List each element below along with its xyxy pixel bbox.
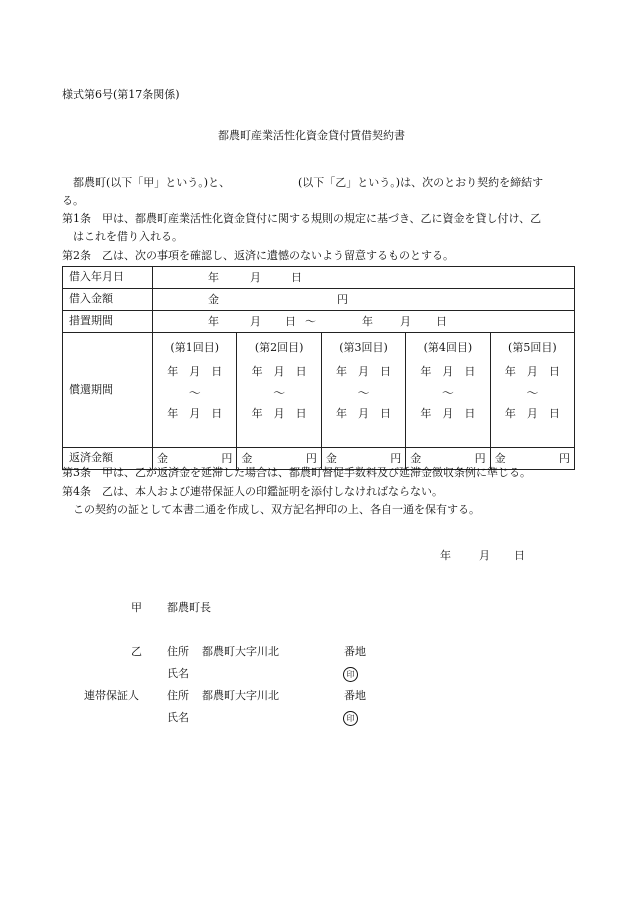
installment-label: (第5回目) [508, 341, 557, 354]
amount-prefix: 金 [325, 452, 337, 465]
installment-wave: ～ [441, 386, 454, 400]
borrow-date-label: 借入年月日 [63, 267, 153, 289]
grace-start-year: 年 [208, 315, 219, 328]
installment-wave: ～ [188, 386, 201, 400]
amount-suffix: 円 [305, 452, 317, 465]
installment-wave: ～ [273, 386, 286, 400]
repayment-period-label: 償還期間 [63, 333, 153, 448]
otsu-seal-icon: 印 [343, 667, 358, 682]
amount-prefix: 金 [410, 452, 422, 465]
installment-end-date: 年 月 日 [420, 407, 476, 420]
borrow-year: 年 [208, 271, 219, 284]
form-number: 様式第6号(第17条関係) [62, 88, 180, 101]
document-title: 都農町産業活性化資金貸付賃借契約書 [218, 129, 405, 142]
amount-suffix: 円 [390, 452, 402, 465]
guarantor-address-label: 住所 [167, 689, 189, 702]
repayment-installment-1[interactable] [153, 333, 236, 447]
installment-start-date: 年 月 日 [251, 365, 307, 378]
preamble-line1-left: 都農町(以下「甲」という。)と、 [73, 176, 231, 189]
guarantor-name-label: 氏名 [167, 711, 189, 724]
closing-statement: この契約の証として本書二通を作成し、双方記名押印の上、各自一通を保有する。 [73, 503, 480, 516]
repayment-amount-label: 返済金額 [63, 448, 153, 470]
installment-end-date: 年 月 日 [504, 407, 560, 420]
signing-month[interactable]: 月 [479, 549, 490, 562]
party-kou-name: 都農町長 [167, 601, 211, 614]
repayment-installment-5[interactable] [490, 333, 574, 447]
article-4: 第4条 乙は、本人および連帯保証人の印鑑証明を添付しなければならない。 [62, 485, 443, 498]
otsu-banchi: 番地 [344, 645, 366, 658]
signing-day[interactable]: 日 [514, 549, 525, 562]
installment-end-date: 年 月 日 [336, 407, 392, 420]
grace-start-month: 月 [250, 315, 261, 328]
amount-prefix: 金 [494, 452, 506, 465]
installment-label: (第4回目) [423, 341, 473, 354]
party-kou-label: 甲 [131, 601, 142, 614]
repayment-period-row [63, 333, 575, 448]
grace-end-month: 月 [400, 315, 411, 328]
otsu-address-value[interactable]: 都農町大字川北 [202, 645, 279, 658]
grace-period-row [63, 311, 575, 333]
otsu-address-label: 住所 [167, 645, 189, 658]
amount-suffix: 円 [474, 452, 486, 465]
installment-start-date: 年 月 日 [420, 365, 476, 378]
loan-amount-value[interactable] [153, 289, 575, 311]
installment-end-date: 年 月 日 [167, 407, 223, 420]
repayment-period-grid [153, 333, 575, 448]
installment-start-date: 年 月 日 [336, 365, 392, 378]
grace-period-label: 措置期間 [63, 311, 153, 333]
borrow-date-value[interactable] [153, 267, 575, 289]
installment-start-date: 年 月 日 [167, 365, 223, 378]
otsu-name-label: 氏名 [167, 667, 189, 680]
borrow-day: 日 [291, 271, 302, 284]
grace-start-day: 日 [285, 315, 296, 328]
preamble-line2: る。 [62, 194, 84, 207]
guarantor-label: 連帯保証人 [84, 689, 139, 702]
borrow-date-row [63, 267, 575, 289]
article-2: 第2条 乙は、次の事項を確認し、返済に遺憾のないよう留意するものとする。 [62, 249, 454, 262]
grace-tilde: 〜 [305, 315, 316, 328]
installment-wave: ～ [526, 386, 539, 400]
grace-end-day: 日 [436, 315, 447, 328]
loan-amount-prefix: 金 [208, 293, 219, 306]
article-3: 第3条 甲は、乙が返済金を延滞した場合は、都農町督促手数料及び延滞金徴収条例に準じる。 [62, 466, 531, 479]
loan-amount-label: 借入金額 [63, 289, 153, 311]
repayment-installment-3[interactable] [321, 333, 405, 447]
article-1-line2: はこれを借り入れる。 [73, 230, 183, 243]
borrow-month: 月 [250, 271, 261, 284]
amount-prefix: 金 [157, 452, 168, 465]
installment-start-date: 年 月 日 [504, 365, 560, 378]
amount-suffix: 円 [559, 452, 571, 465]
loan-terms-table [62, 266, 575, 470]
guarantor-address-value[interactable]: 都農町大字川北 [202, 689, 279, 702]
repayment-installment-2[interactable] [236, 333, 320, 447]
repayment-installment-4[interactable] [405, 333, 489, 447]
amount-prefix: 金 [241, 452, 253, 465]
installment-end-date: 年 月 日 [251, 407, 307, 420]
party-otsu-label: 乙 [131, 645, 142, 658]
preamble-line1-right: (以下「乙」という。)は、次のとおり契約を締結す [298, 176, 544, 189]
installment-label: (第1回目) [170, 341, 219, 354]
grace-period-value[interactable] [153, 311, 575, 333]
article-1-line1: 第1条 甲は、都農町産業活性化資金貸付に関する規則の規定に基づき、乙に資金を貸し付け、乙 [62, 212, 542, 225]
amount-suffix: 円 [221, 452, 233, 465]
loan-amount-row [63, 289, 575, 311]
loan-amount-suffix: 円 [337, 293, 348, 306]
grace-end-year: 年 [362, 315, 373, 328]
guarantor-banchi: 番地 [344, 689, 366, 702]
guarantor-seal-icon: 印 [343, 711, 358, 726]
installment-label: (第2回目) [254, 341, 304, 354]
signing-year[interactable]: 年 [440, 549, 451, 562]
installment-wave: ～ [357, 386, 370, 400]
installment-label: (第3回目) [339, 341, 388, 354]
